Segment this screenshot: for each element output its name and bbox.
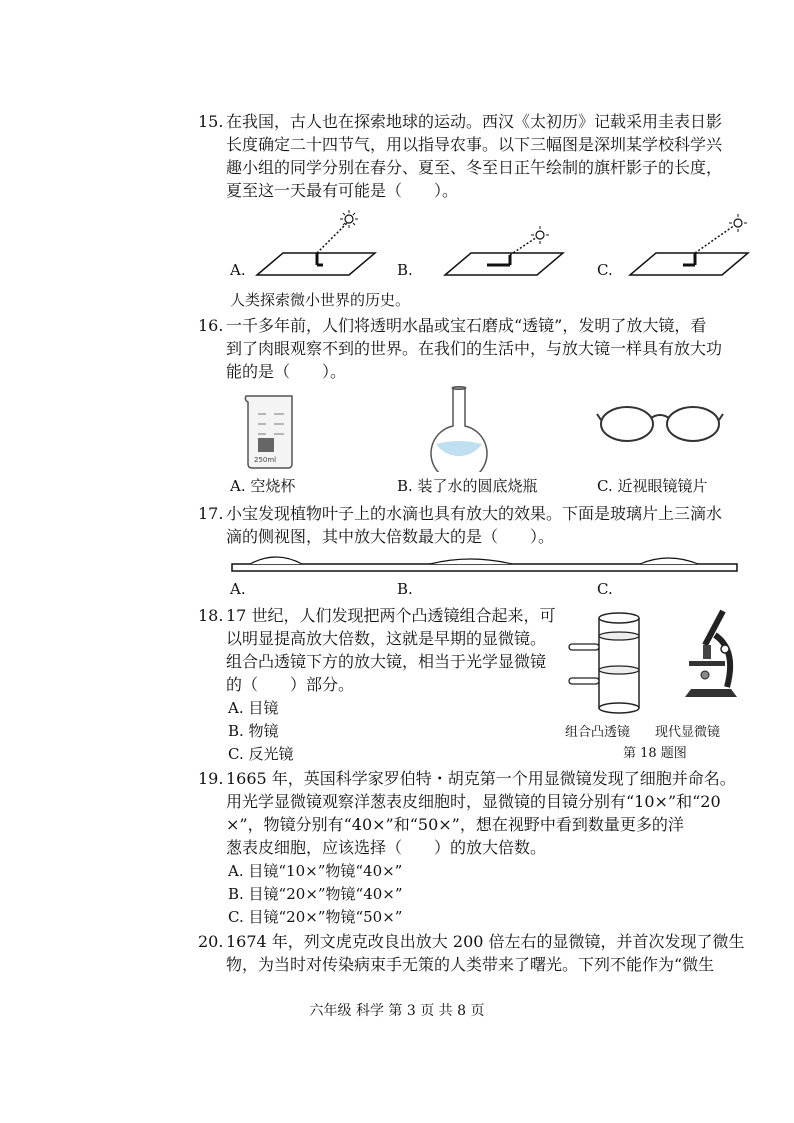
- fig18-label-microscope: 现代显微镜: [655, 725, 721, 740]
- question-number: 19.: [198, 769, 224, 788]
- question-text-line: 1665 年，英国科学家罗伯特・胡克第一个用显微镜发现了细胞并命名。: [226, 769, 736, 788]
- question-text-line: 用光学显微镜观察洋葱表皮细胞时，显微镜的目镜分别有“10×”和“20: [226, 792, 721, 811]
- question-number: 17.: [198, 504, 224, 523]
- question-text-line: 长度确定二十四节气，用以指导农事。以下三幅图是深圳某学校科学兴: [226, 135, 723, 154]
- water-drop-c: [640, 558, 698, 564]
- q15-option-c[interactable]: C.: [597, 261, 613, 279]
- question-number: 15.: [198, 112, 224, 131]
- question-15: [198, 110, 758, 202]
- question-text-line: 滴的侧视图，其中放大倍数最大的是（ ）。: [226, 527, 555, 546]
- q15-option-a[interactable]: A.: [230, 261, 246, 279]
- question-number: 16.: [198, 316, 224, 335]
- question-number: 20.: [198, 932, 224, 951]
- water-drop-a: [250, 557, 302, 564]
- question-19: [198, 767, 758, 859]
- q15-shadow-figures: [225, 205, 765, 285]
- question-text-line: 一千多年前，人们将透明水晶或宝石磨成“透镜”，发明了放大镜，看: [226, 316, 707, 335]
- page-footer: 六年级 科学 第 3 页 共 8 页: [309, 1003, 485, 1019]
- q17-option-a[interactable]: A.: [230, 580, 246, 598]
- question-text-line: 能的是（ ）。: [226, 362, 347, 381]
- q18-option-b[interactable]: B. 物镜: [228, 722, 279, 740]
- q17-option-b[interactable]: B.: [397, 580, 413, 598]
- question-text-line: 小宝发现植物叶子上的水滴也具有放大的效果。下面是玻璃片上三滴水: [226, 504, 723, 523]
- q18-option-c[interactable]: C. 反光镜: [228, 745, 294, 763]
- question-20: [198, 930, 758, 976]
- q17-option-c[interactable]: C.: [597, 580, 613, 598]
- q19-option-b[interactable]: B. 目镜“20×”物镜“40×”: [228, 885, 403, 903]
- question-17: [198, 502, 758, 548]
- beaker-label: 250ml: [254, 456, 277, 464]
- water-drops-figure: [230, 546, 740, 576]
- q18-option-a[interactable]: A. 目镜: [228, 699, 279, 717]
- fig18-label-combined-lens: 组合凸透镜: [565, 725, 631, 740]
- q19-option-c[interactable]: C. 目镜“20×”物镜“50×”: [228, 908, 403, 926]
- question-text-line: 1674 年，列文虎克改良出放大 200 倍左右的显微镜，并首次发现了微生: [226, 932, 745, 951]
- glasses-image: [595, 400, 725, 444]
- beaker-image: [240, 392, 300, 470]
- shadow-figure-c: [630, 214, 748, 275]
- question-text-line: 以明显提高放大倍数，这就是早期的显微镜。: [226, 629, 547, 648]
- question-16: [198, 314, 758, 383]
- question-text-line: 17 世纪，人们发现把两个凸透镜组合起来，可: [226, 606, 556, 625]
- q16-option-a[interactable]: A. 空烧杯: [230, 477, 296, 495]
- shadow-figure-b: [445, 226, 563, 275]
- combined-lens-image: [565, 608, 655, 716]
- water-drop-b: [430, 559, 512, 564]
- shadow-figure-a: [257, 210, 375, 275]
- q16-option-b[interactable]: B. 装了水的圆底烧瓶: [397, 477, 538, 495]
- question-text-line: 葱表皮细胞，应该选择（ ）的放大倍数。: [226, 838, 547, 857]
- round-flask-image: [425, 386, 495, 472]
- fig18-caption: 第 18 题图: [623, 746, 687, 761]
- question-text-line: 的（ ）部分。: [226, 675, 355, 694]
- question-text-line: 夏至这一天最有可能是（ ）。: [226, 181, 459, 200]
- question-18: [198, 604, 568, 696]
- microscope-image: [675, 605, 745, 705]
- question-text-line: 趣小组的同学分别在春分、夏至、冬至日正午绘制的旗杆影子的长度，: [226, 158, 723, 177]
- question-number: 18.: [198, 606, 224, 625]
- question-text-line: 物，为当时对传染病束手无策的人类带来了曙光。下列不能作为“微生: [226, 955, 715, 974]
- question-text-line: ×”，物镜分别有“40×”和“50×”，想在视野中看到数量更多的洋: [226, 815, 684, 834]
- question-text-line: 组合凸透镜下方的放大镜，相当于光学显微镜: [226, 652, 547, 671]
- q19-option-a[interactable]: A. 目镜“10×”物镜“40×”: [228, 862, 403, 880]
- q16-option-c[interactable]: C. 近视眼镜镜片: [597, 477, 708, 495]
- section-note: 人类探索微小世界的历史。: [230, 291, 411, 309]
- question-text-line: 到了肉眼观察不到的世界。在我们的生活中，与放大镜一样具有放大功: [226, 339, 723, 358]
- question-text-line: 在我国，古人也在探索地球的运动。西汉《太初历》记载采用圭表日影: [226, 112, 723, 131]
- q15-option-b[interactable]: B.: [397, 261, 413, 279]
